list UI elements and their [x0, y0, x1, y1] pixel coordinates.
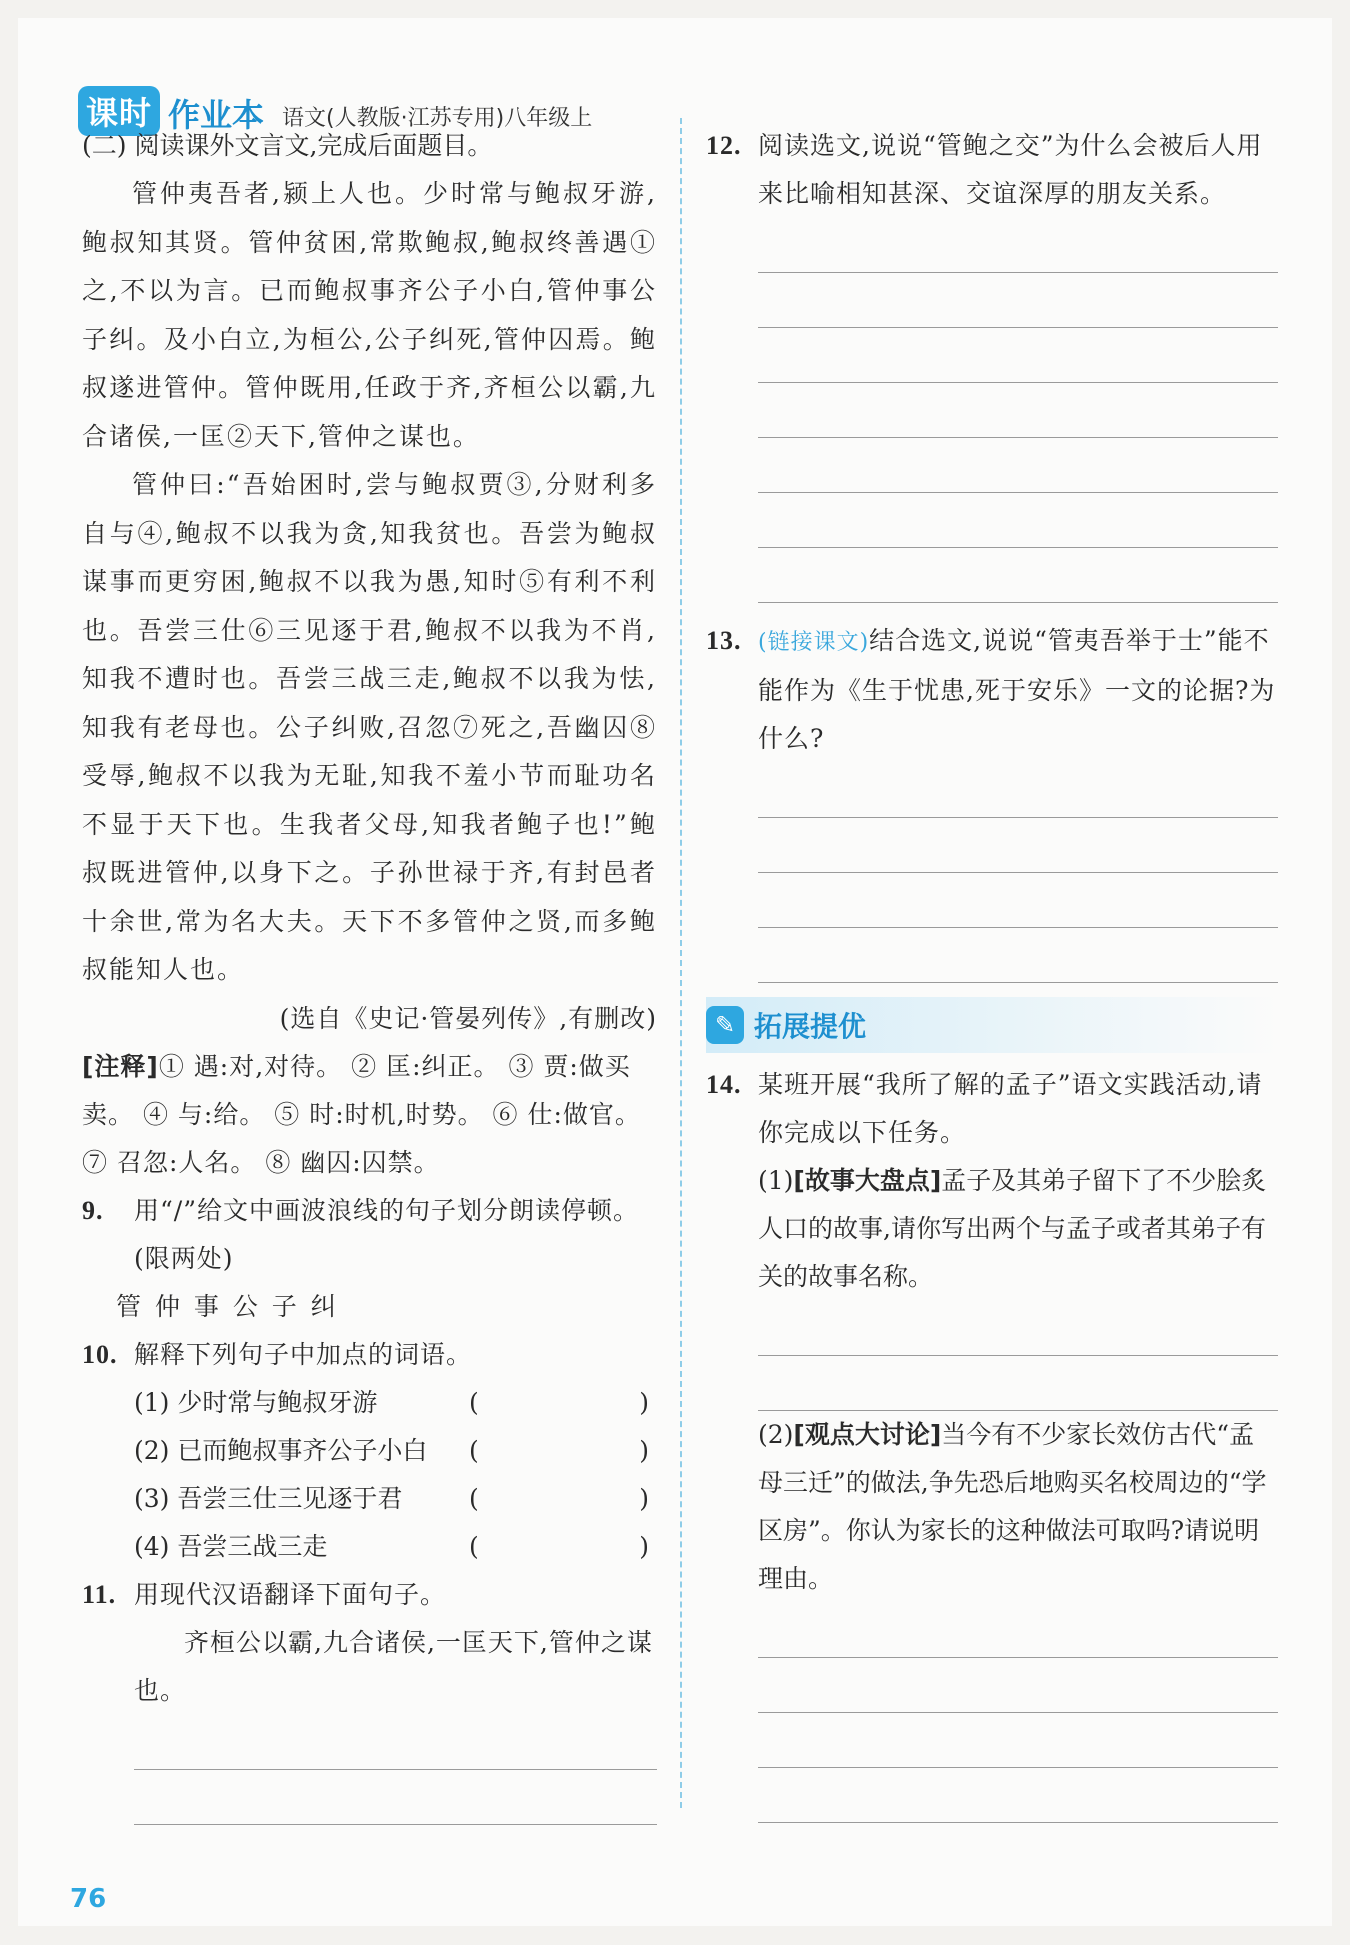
- left-column: [82, 122, 657, 1825]
- answer-line[interactable]: [758, 383, 1278, 438]
- answer-line[interactable]: [758, 328, 1278, 383]
- q10-item-text: (3) 吾尝三仕三见逐于君: [134, 1483, 403, 1513]
- question-number: 9.: [82, 1195, 104, 1225]
- answer-line[interactable]: [758, 548, 1278, 603]
- question-number: 14.: [706, 1070, 742, 1099]
- q10-item-3: [82, 1475, 657, 1523]
- question-10: [82, 1331, 657, 1379]
- answer-line[interactable]: [758, 763, 1278, 818]
- question-text: 阅读选文,说说“管鲍之交”为什么会被后人用来比喻相知甚深、交谊深厚的朋友关系。: [758, 131, 1263, 208]
- q10-item-text: (1) 少时常与鲍叔牙游: [134, 1387, 378, 1417]
- q10-item-text: (4) 吾尝三战三走: [134, 1531, 328, 1561]
- answer-line[interactable]: [758, 1713, 1278, 1768]
- passage-paragraph-2: 管仲曰:“吾始困时,尝与鲍叔贾③,分财利多自与④,鲍叔不以我为贪,知我贫也。吾尝为鲍叔谋事而更穷困,鲍叔不以我为愚,知时⑤有利不利也。吾尝三仕⑥三见逐于君,鲍叔不以我为不肖,知我不遭时也。吾尝三战三走,鲍叔不以我为怯,知我有老母也。公子纠败,召忽⑦死之,吾幽囚⑧受辱,鲍叔不以我为无耻,知我不羞小节而耻功名不显于天下也。生我者父母,知我者鲍子也!”鲍叔既进管仲,以身下之。子孙世禄于齐,有封邑者十余世,常为名大夫。天下不多管仲之贤,而多鲍叔能知人也。: [82, 470, 657, 984]
- answer-line[interactable]: [758, 818, 1278, 873]
- q9-sentence[interactable]: 管 仲 事 公 子 纠: [116, 1291, 339, 1321]
- answer-line[interactable]: [134, 1715, 657, 1770]
- answer-line[interactable]: [758, 873, 1278, 928]
- question-14: [706, 1061, 1278, 1157]
- answer-line[interactable]: [758, 1301, 1278, 1356]
- q11-sentence: 齐桓公以霸,九合诸侯,一匡天下,管仲之谋也。: [134, 1627, 653, 1705]
- question-text: 某班开展“我所了解的孟子”语文实践活动,请你完成以下任务。: [758, 1070, 1263, 1147]
- extension-section-banner: [706, 997, 1278, 1053]
- q10-item-1: [82, 1379, 657, 1427]
- answer-line[interactable]: [758, 1768, 1278, 1823]
- q10-item-text: (2) 已而鲍叔事齐公子小白: [134, 1435, 428, 1465]
- question-text: 解释下列句子中加点的词语。: [134, 1339, 473, 1369]
- answer-line[interactable]: [758, 438, 1278, 493]
- annotations: [82, 1043, 657, 1187]
- answer-line[interactable]: [758, 218, 1278, 273]
- answer-line[interactable]: [758, 1603, 1278, 1658]
- extension-section-title: 拓展提优: [754, 1010, 867, 1043]
- subject-label: 语文(人教版·江苏专用)八年级上: [282, 106, 593, 131]
- brand-logo: 课时: [78, 86, 160, 136]
- answer-line[interactable]: [758, 273, 1278, 328]
- answer-blank[interactable]: ( ): [469, 1531, 649, 1561]
- task-2-tag: [观点大讨论]: [793, 1420, 942, 1449]
- question-12: [706, 122, 1278, 218]
- question-text: 用现代汉语翻译下面句子。: [134, 1579, 447, 1609]
- passage-source: (选自《史记·管晏列传》,有删改): [279, 1003, 657, 1033]
- annotations-tag: [注释]: [82, 1051, 159, 1081]
- question-text: 用“/”给文中画波浪线的句子划分朗读停顿。(限两处): [134, 1195, 639, 1273]
- answer-blank[interactable]: ( ): [469, 1435, 649, 1465]
- right-column: [706, 122, 1278, 1823]
- task-1-text: 孟子及其弟子留下了不少脍炙人口的故事,请你写出两个与孟子或者其弟子有关的故事名称。: [758, 1166, 1267, 1291]
- answer-line[interactable]: [758, 1658, 1278, 1713]
- task-2-text: 当今有不少家长效仿古代“孟母三迁”的做法,争先恐后地购买名校周边的“学区房”。你认为家长的这种做法可取吗?请说明理由。: [758, 1420, 1267, 1593]
- task-1-tag: [故事大盘点]: [793, 1166, 942, 1195]
- passage-paragraph-1: 管仲夷吾者,颍上人也。少时常与鲍叔牙游,鲍叔知其贤。管仲贫困,常欺鲍叔,鲍叔终善遇①之,不以为言。已而鲍叔事齐公子小白,管仲事公子纠。及小白立,为桓公,公子纠死,管仲囚焉。鲍叔遂进管仲。管仲既用,任政于齐,齐桓公以霸,九合诸侯,一匡②天下,管仲之谋也。: [82, 179, 657, 451]
- annotations-text: ① 遇:对,对待。 ② 匡:纠正。 ③ 贾:做买卖。 ④ 与:给。 ⑤ 时:时机,时势。 ⑥ 仕:做官。 ⑦ 召忽:人名。 ⑧ 幽囚:囚禁。: [82, 1051, 641, 1177]
- section-title: (二) 阅读课外文言文,完成后面题目。: [82, 131, 493, 160]
- answer-line[interactable]: [134, 1770, 657, 1825]
- brand-name: 作业本: [168, 96, 265, 134]
- column-divider: [680, 118, 682, 1808]
- answer-line[interactable]: [758, 493, 1278, 548]
- answer-line[interactable]: [758, 928, 1278, 983]
- pencil-icon: ✎: [706, 1006, 744, 1044]
- link-to-lesson-tag: (链接课文): [758, 630, 870, 655]
- q14-task-2: (2)[观点大讨论]当今有不少家长效仿古代“孟母三迁”的做法,争先恐后地购买名校周边的“学区房”。你认为家长的这种做法可取吗?请说明理由。: [758, 1420, 1267, 1593]
- question-number: 11.: [82, 1579, 117, 1609]
- question-13: [706, 617, 1278, 763]
- q14-task-1: (1)[故事大盘点]孟子及其弟子留下了不少脍炙人口的故事,请你写出两个与孟子或者其弟子有关的故事名称。: [758, 1166, 1267, 1291]
- page-number: 76: [70, 1884, 107, 1914]
- question-number: 12.: [706, 131, 742, 160]
- q10-item-4: [82, 1523, 657, 1571]
- answer-blank[interactable]: ( ): [469, 1483, 649, 1513]
- question-number: 10.: [82, 1339, 118, 1369]
- answer-blank[interactable]: ( ): [469, 1387, 649, 1417]
- question-9: [82, 1187, 657, 1283]
- question-number: 13.: [706, 626, 742, 655]
- question-11: [82, 1571, 657, 1619]
- question-text: 结合选文,说说“管夷吾举于士”能不能作为《生于忧患,死于安乐》一文的论据?为什么?: [758, 626, 1276, 753]
- q10-item-2: [82, 1427, 657, 1475]
- answer-line[interactable]: [758, 1356, 1278, 1411]
